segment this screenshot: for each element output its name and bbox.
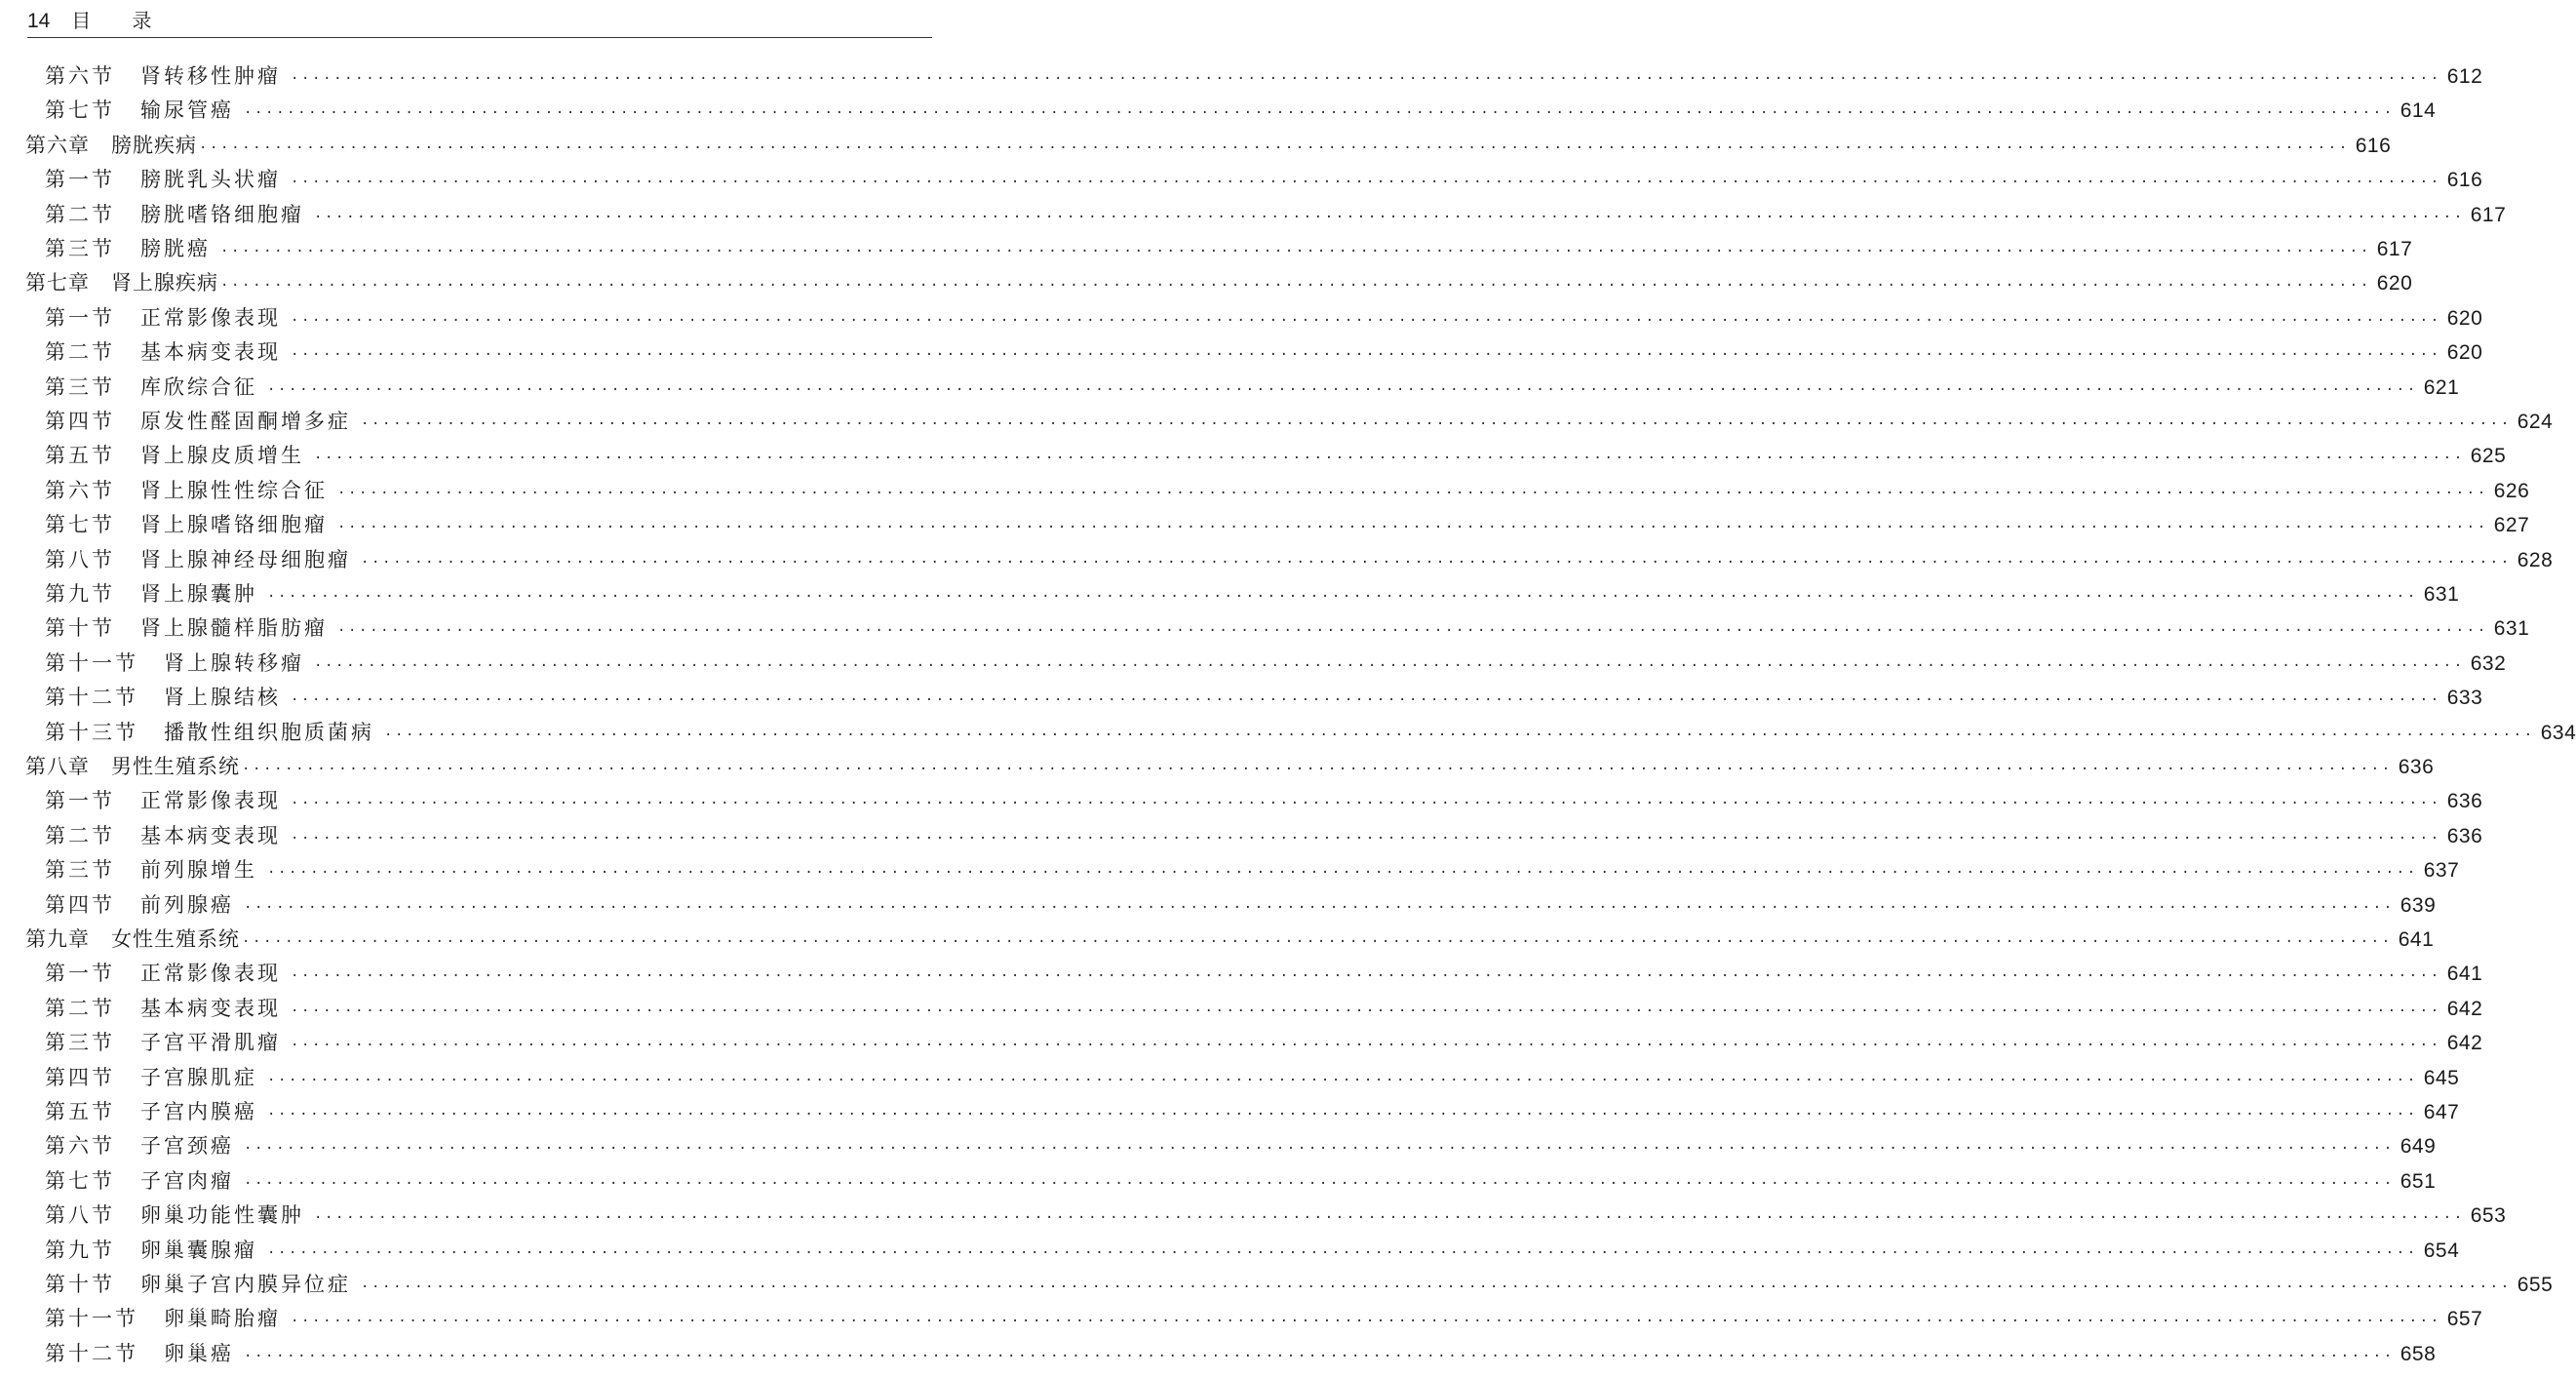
entry-page-number: 620 — [2446, 306, 2483, 330]
entry-title: 卵巢囊腺瘤 — [140, 1238, 257, 1262]
toc-section-entry[interactable] — [45, 1303, 2483, 1337]
toc-section-entry[interactable] — [45, 199, 2507, 233]
dot-leader: ········································································································································································································ — [314, 1210, 2465, 1227]
toc-section-entry[interactable] — [45, 1027, 2483, 1061]
entry-number: 第七节 — [45, 98, 115, 123]
dot-leader: ········································································································································································································ — [267, 1072, 2418, 1088]
entry-title: 肾上腺嗜铬细胞瘤 — [140, 513, 328, 537]
toc-chapter-entry[interactable] — [25, 130, 2392, 164]
entry-title: 肾上腺转移瘤 — [164, 650, 304, 675]
toc-section-entry[interactable] — [45, 785, 2483, 819]
entry-page-number: 614 — [2400, 99, 2437, 123]
toc-section-entry[interactable] — [45, 717, 2576, 751]
toc-section-entry[interactable] — [45, 1200, 2507, 1234]
dot-leader: ········································································································································································································ — [291, 175, 2441, 191]
entry-number: 第一节 — [45, 305, 115, 330]
dot-leader: ········································································································································································································ — [337, 520, 2488, 536]
entry-page-number: 655 — [2517, 1274, 2554, 1296]
entry-page-number: 639 — [2400, 893, 2437, 917]
entry-title: 基本病变表现 — [140, 340, 281, 365]
entry-title: 男性生殖系统 — [111, 755, 240, 778]
entry-page-number: 636 — [2446, 790, 2483, 813]
toc-section-entry[interactable] — [45, 648, 2507, 682]
entry-title: 肾上腺皮质增生 — [140, 444, 304, 468]
toc-section-entry[interactable] — [45, 1165, 2437, 1200]
entry-number: 第七节 — [45, 1168, 115, 1193]
dot-leader: ········································································································································································································ — [361, 554, 2512, 570]
entry-title: 女性生殖系统 — [111, 927, 240, 951]
entry-number: 第一节 — [45, 168, 115, 192]
entry-number: 第七节 — [45, 513, 115, 537]
entry-title: 基本病变表现 — [140, 823, 281, 847]
toc-section-entry[interactable] — [45, 95, 2437, 129]
entry-title: 肾上腺疾病 — [111, 271, 218, 295]
toc-section-entry[interactable] — [45, 1130, 2437, 1164]
entry-title: 前列腺增生 — [140, 858, 257, 883]
entry-page-number: 645 — [2423, 1066, 2460, 1089]
entry-number: 第十节 — [45, 1273, 115, 1296]
entry-title: 库欣综合征 — [140, 374, 257, 399]
entry-title: 肾上腺结核 — [164, 686, 281, 710]
toc-section-entry[interactable] — [45, 372, 2460, 406]
entry-page-number: 633 — [2446, 687, 2483, 710]
toc-section-entry[interactable] — [45, 60, 2483, 95]
entry-page-number: 654 — [2423, 1239, 2460, 1262]
dot-leader: ········································································································································································································ — [267, 381, 2418, 398]
dot-leader: ········································································································································································································ — [291, 312, 2441, 329]
entry-title: 播散性组织胞质菌病 — [164, 720, 374, 744]
toc-chapter-entry[interactable] — [25, 924, 2435, 958]
toc-section-entry[interactable] — [45, 475, 2530, 509]
dot-leader: ········································································································································································································ — [244, 105, 2395, 122]
dot-leader: ········································································································································································································ — [291, 1314, 2441, 1330]
toc-section-entry[interactable] — [45, 1235, 2460, 1269]
entry-number: 第一节 — [45, 962, 115, 986]
dot-leader: ········································································································································································································ — [244, 1141, 2395, 1158]
toc-section-entry[interactable] — [45, 612, 2530, 647]
dot-leader: ········································································································································································································ — [244, 1175, 2395, 1192]
entry-title: 子宫腺肌症 — [140, 1065, 257, 1089]
toc-section-entry[interactable] — [45, 1096, 2460, 1130]
toc-section-entry[interactable] — [45, 336, 2483, 371]
entry-number: 第十二节 — [45, 1341, 138, 1365]
entry-page-number: 634 — [2540, 721, 2576, 744]
dot-leader: ········································································································································································································ — [267, 1107, 2418, 1122]
dot-leader: ········································································································································································································ — [291, 796, 2441, 812]
entry-number: 第五节 — [45, 444, 115, 468]
toc-section-entry[interactable] — [45, 1269, 2554, 1303]
entry-title: 子宫平滑肌瘤 — [140, 1031, 281, 1055]
entry-title: 膀胱嗜铬细胞瘤 — [140, 202, 304, 226]
dot-leader: ········································································································································································································ — [220, 278, 2371, 295]
entry-page-number: 658 — [2400, 1342, 2437, 1365]
entry-page-number: 617 — [2376, 238, 2413, 260]
toc-section-entry[interactable] — [45, 233, 2413, 267]
toc-chapter-entry[interactable] — [25, 751, 2435, 785]
entry-title: 膀胱乳头状瘤 — [140, 168, 281, 192]
dot-leader: ········································································································································································································ — [291, 968, 2441, 985]
entry-page-number: 616 — [2355, 134, 2392, 157]
entry-title: 基本病变表现 — [140, 996, 281, 1020]
entry-title: 肾上腺囊肿 — [140, 582, 257, 606]
entry-number: 第四节 — [45, 410, 115, 433]
toc-section-entry[interactable] — [45, 1338, 2437, 1372]
entry-number: 第十三节 — [45, 720, 138, 744]
entry-title: 肾上腺神经母细胞瘤 — [140, 547, 351, 571]
entry-page-number: 617 — [2470, 203, 2507, 226]
dot-leader: ········································································································································································································ — [242, 762, 2393, 777]
entry-page-number: 616 — [2446, 169, 2483, 192]
entry-title: 子宫内膜癌 — [140, 1100, 257, 1123]
entry-title: 卵巢畸胎瘤 — [164, 1307, 281, 1331]
entry-title: 卵巢癌 — [164, 1341, 234, 1365]
entry-page-number: 636 — [2446, 824, 2483, 847]
entry-page-number: 620 — [2376, 272, 2413, 295]
entry-number: 第六节 — [45, 64, 115, 88]
entry-page-number: 642 — [2446, 1032, 2483, 1055]
entry-title: 原发性醛固酮增多症 — [140, 410, 351, 433]
entry-number: 第四节 — [45, 1065, 115, 1089]
entry-title: 肾转移性肿瘤 — [140, 64, 281, 88]
entry-number: 第六章 — [25, 133, 90, 157]
toc-section-entry[interactable] — [45, 406, 2554, 440]
entry-number: 第九节 — [45, 582, 115, 606]
entry-title: 前列腺癌 — [140, 892, 234, 917]
entry-number: 第九章 — [25, 927, 90, 951]
toc-section-entry[interactable] — [45, 993, 2483, 1027]
entry-page-number: 626 — [2493, 479, 2530, 502]
header-title: 目 录 — [71, 9, 170, 32]
entry-number: 第三节 — [45, 374, 115, 399]
dot-leader: ········································································································································································································ — [291, 1003, 2441, 1019]
entry-page-number: 627 — [2493, 514, 2530, 537]
entry-page-number: 641 — [2398, 928, 2435, 951]
dot-leader: ········································································································································································································ — [361, 416, 2512, 432]
entry-title: 肾上腺髓样脂肪瘤 — [140, 616, 328, 641]
entry-page-number: 657 — [2446, 1308, 2483, 1331]
toc-section-entry[interactable] — [45, 682, 2483, 716]
toc-section-entry[interactable] — [45, 958, 2483, 992]
dot-leader: ········································································································································································································ — [291, 830, 2441, 846]
entry-page-number: 621 — [2423, 375, 2460, 399]
toc-section-entry[interactable] — [45, 854, 2460, 888]
entry-number: 第一节 — [45, 789, 115, 813]
dot-leader: ········································································································································································································ — [291, 71, 2441, 87]
dot-leader: ········································································································································································································ — [314, 209, 2465, 225]
entry-number: 第十一节 — [45, 1307, 138, 1331]
dot-leader: ········································································································································································································ — [361, 1279, 2512, 1295]
toc-section-entry[interactable] — [45, 820, 2483, 854]
entry-title: 卵巢子宫内膜异位症 — [140, 1273, 351, 1296]
entry-number: 第六节 — [45, 478, 115, 502]
entry-page-number: 612 — [2446, 65, 2483, 88]
entry-title: 卵巢功能性囊肿 — [140, 1203, 304, 1228]
entry-number: 第二节 — [45, 996, 115, 1020]
dot-leader: ········································································································································································································ — [384, 727, 2535, 743]
toc-section-entry[interactable] — [45, 440, 2507, 474]
entry-page-number: 636 — [2398, 756, 2435, 778]
toc-section-entry[interactable] — [45, 302, 2483, 336]
entry-number: 第六节 — [45, 1134, 115, 1159]
dot-leader: ········································································································································································································ — [242, 934, 2393, 950]
entry-page-number: 632 — [2470, 651, 2507, 675]
toc-section-entry[interactable] — [45, 509, 2530, 543]
entry-number: 第三节 — [45, 1031, 115, 1055]
toc-section-entry[interactable] — [45, 164, 2483, 198]
entry-number: 第八节 — [45, 547, 115, 571]
entry-number: 第五节 — [45, 1100, 115, 1123]
dot-leader: ········································································································································································································ — [291, 692, 2441, 709]
dot-leader: ········································································································································································································ — [267, 1244, 2418, 1261]
entry-page-number: 624 — [2517, 411, 2554, 433]
entry-number: 第十节 — [45, 616, 115, 641]
entry-number: 第二节 — [45, 340, 115, 365]
entry-page-number: 653 — [2470, 1204, 2507, 1228]
entry-number: 第三节 — [45, 237, 115, 260]
entry-page-number: 647 — [2423, 1101, 2460, 1123]
entry-page-number: 641 — [2446, 963, 2483, 986]
entry-page-number: 642 — [2446, 997, 2483, 1020]
toc-chapter-entry[interactable] — [25, 267, 2413, 301]
entry-page-number: 649 — [2400, 1135, 2437, 1159]
dot-leader: ········································································································································································································ — [244, 899, 2395, 916]
entry-page-number: 620 — [2446, 341, 2483, 365]
entry-page-number: 651 — [2400, 1169, 2437, 1193]
entry-number: 第四节 — [45, 892, 115, 917]
entry-number: 第三节 — [45, 858, 115, 883]
entry-title: 肾上腺性性综合征 — [140, 478, 328, 502]
page-number: 14 — [27, 10, 51, 32]
dot-leader: ········································································································································································································ — [314, 451, 2465, 467]
toc-section-entry[interactable] — [45, 1062, 2460, 1096]
entry-title: 输尿管癌 — [140, 98, 234, 123]
entry-page-number: 628 — [2517, 548, 2554, 571]
dot-leader: ········································································································································································································ — [337, 623, 2488, 640]
entry-page-number: 631 — [2423, 583, 2460, 606]
entry-title: 膀胱疾病 — [111, 133, 197, 157]
entry-number: 第十二节 — [45, 686, 138, 710]
entry-number: 第二节 — [45, 823, 115, 847]
entry-number: 第七章 — [25, 271, 90, 295]
dot-leader: ········································································································································································································ — [314, 657, 2465, 674]
entry-title: 子宫颈癌 — [140, 1134, 234, 1159]
entry-number: 第十一节 — [45, 650, 138, 675]
entry-title: 子宫肉瘤 — [140, 1168, 234, 1193]
dot-leader: ········································································································································································································ — [199, 139, 2350, 156]
page-header — [27, 4, 932, 38]
dot-leader: ········································································································································································································ — [267, 589, 2418, 605]
entry-page-number: 625 — [2470, 445, 2507, 468]
dot-leader: ········································································································································································································ — [337, 485, 2488, 501]
entry-title: 正常影像表现 — [140, 962, 281, 986]
entry-number: 第八节 — [45, 1203, 115, 1228]
entry-title: 正常影像表现 — [140, 305, 281, 330]
dot-leader: ········································································································································································································ — [244, 1348, 2395, 1364]
entry-number: 第九节 — [45, 1238, 115, 1262]
entry-page-number: 631 — [2493, 617, 2530, 641]
entry-title: 正常影像表现 — [140, 789, 281, 813]
dot-leader: ········································································································································································································ — [267, 865, 2418, 882]
entry-page-number: 637 — [2423, 859, 2460, 883]
dot-leader: ········································································································································································································ — [291, 1038, 2441, 1054]
toc-section-entry[interactable] — [45, 889, 2437, 924]
dot-leader: ········································································································································································································ — [291, 347, 2441, 364]
entry-number: 第二节 — [45, 202, 115, 226]
entry-number: 第八章 — [25, 755, 90, 778]
toc-section-entry[interactable] — [45, 544, 2554, 578]
entry-title: 膀胱癌 — [140, 237, 211, 260]
toc-section-entry[interactable] — [45, 578, 2460, 612]
dot-leader: ········································································································································································································ — [220, 244, 2371, 259]
